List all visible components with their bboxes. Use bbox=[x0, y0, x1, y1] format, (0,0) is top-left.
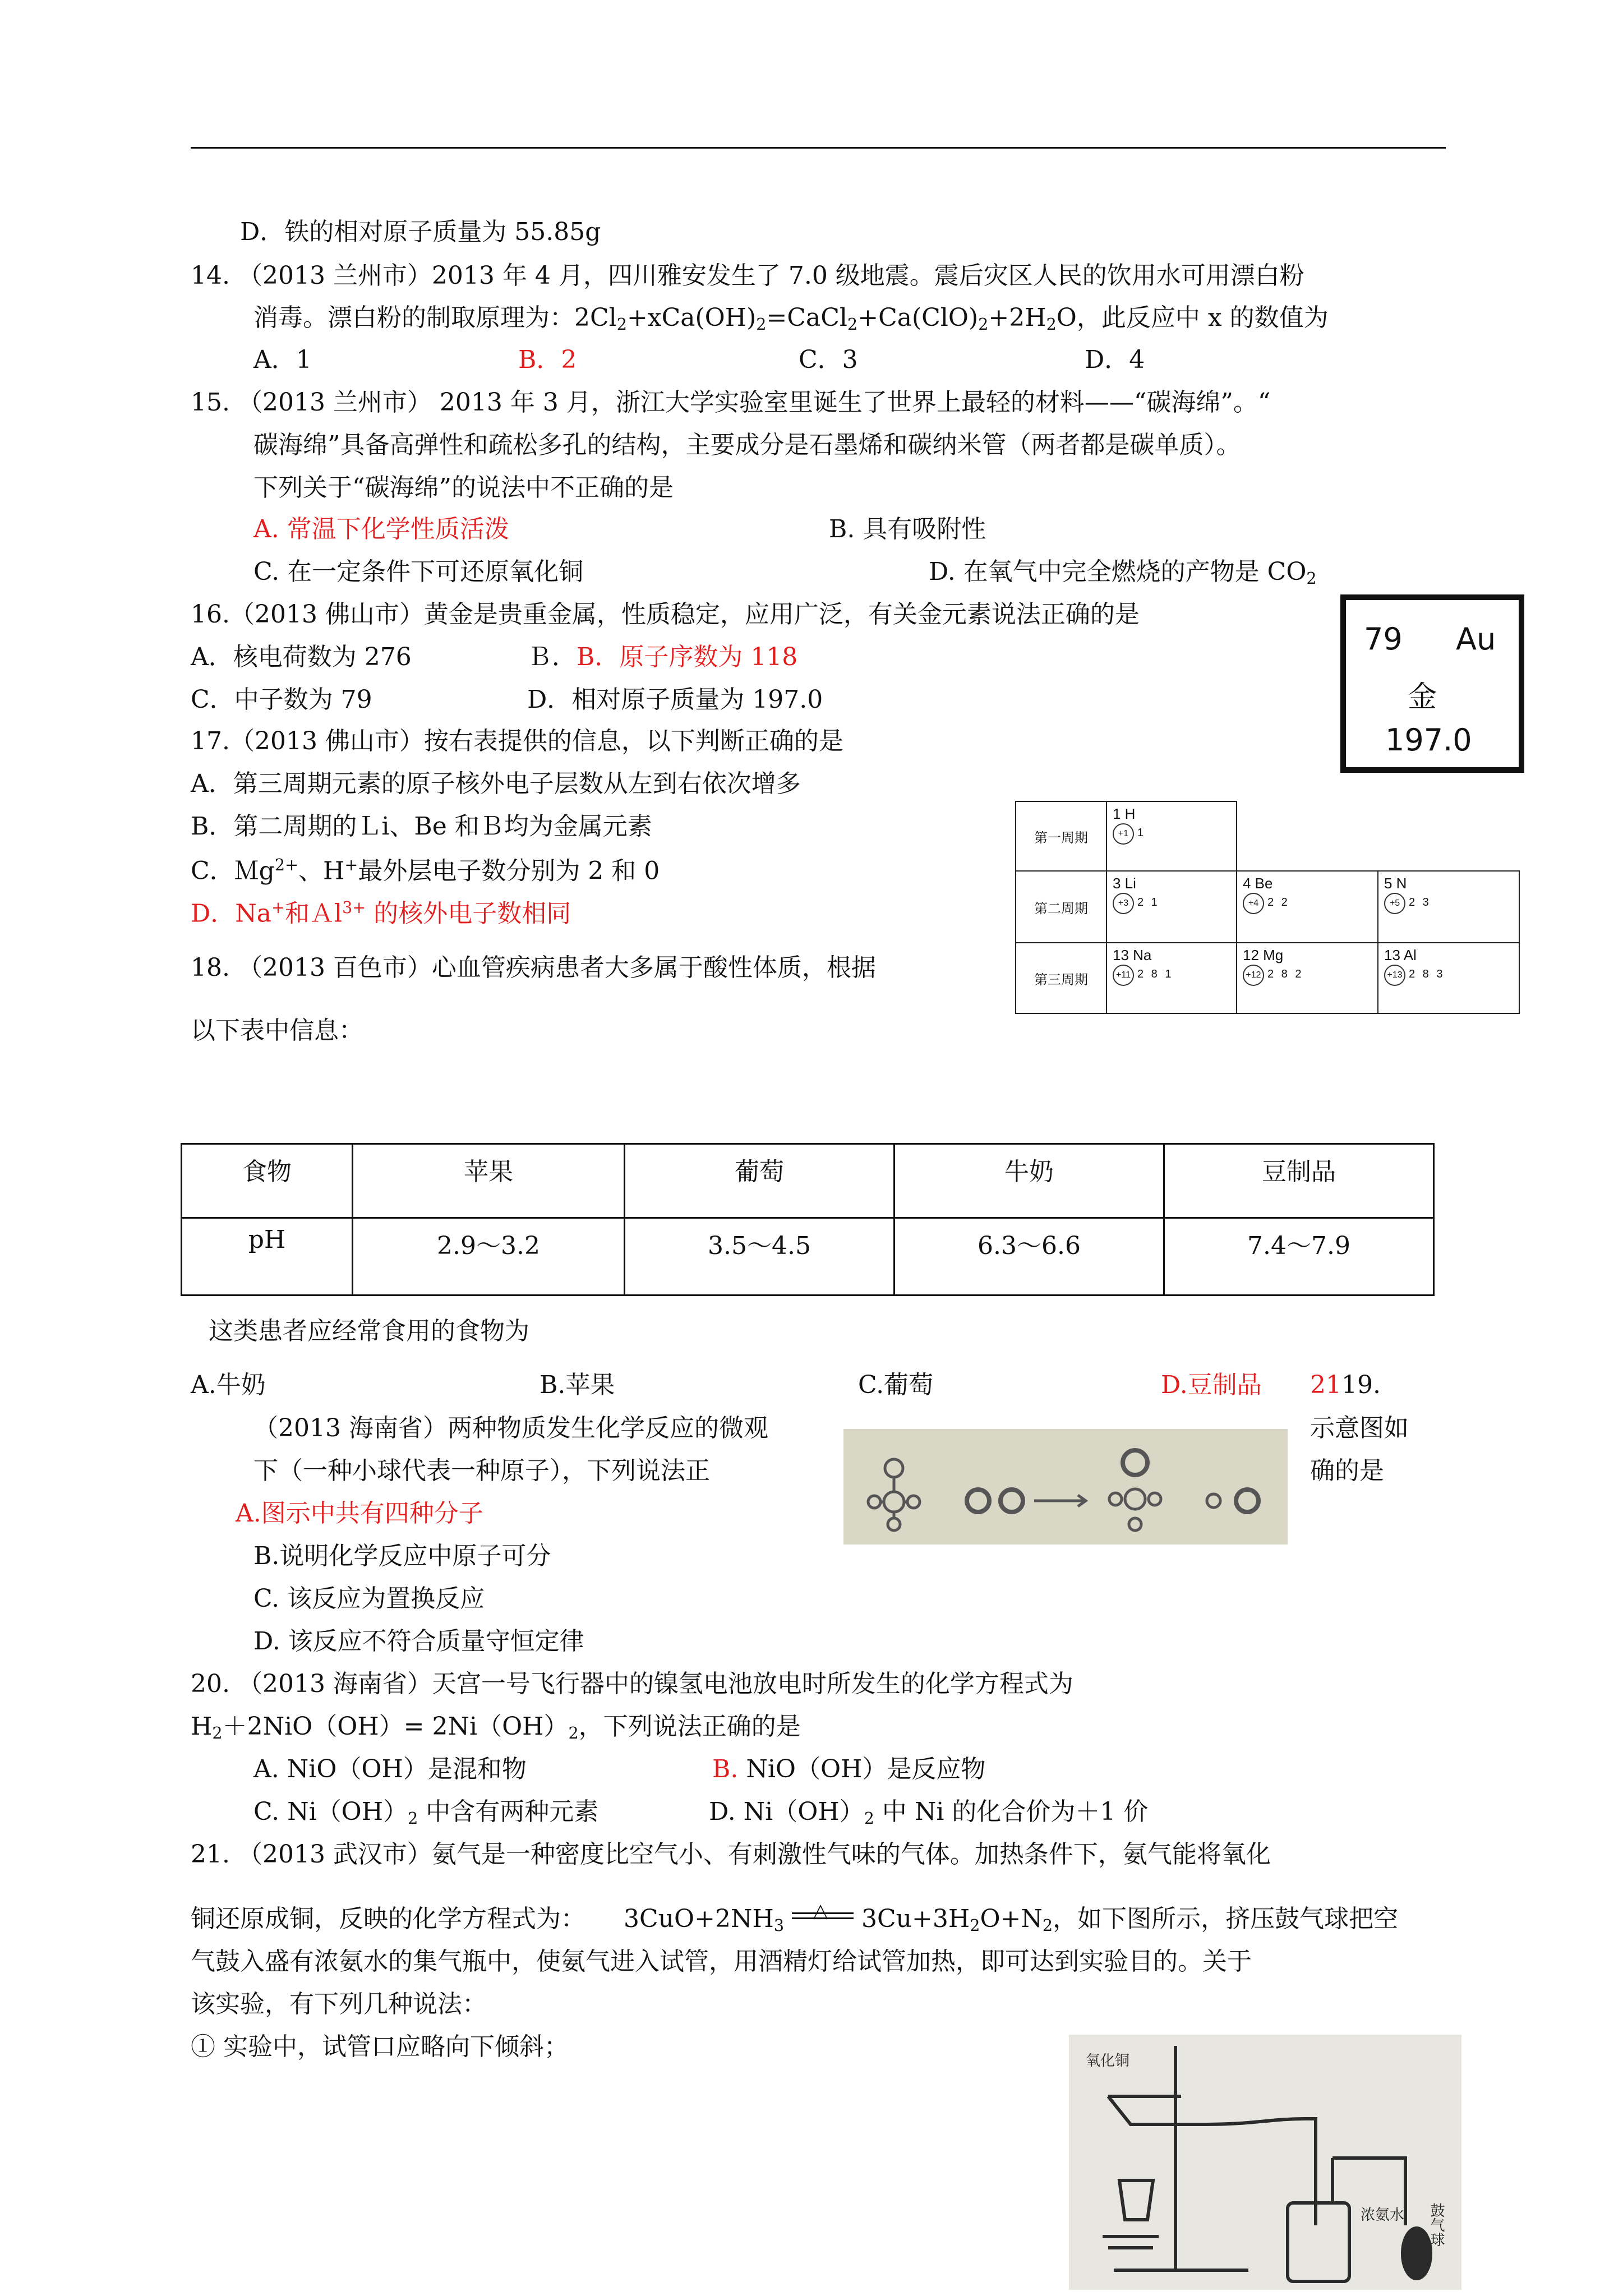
q14-option-c: C．3 bbox=[799, 345, 858, 374]
q19-line-1-right: 示意图如 bbox=[1310, 1414, 1409, 1442]
atom-cell: 13 Na +11 2 8 1 bbox=[1106, 943, 1237, 1013]
table-cell: 2.9～3.2 bbox=[353, 1218, 625, 1295]
q15-option-c: C. 在一定条件下可还原氧化铜 bbox=[253, 557, 584, 586]
q18-option-a: A.牛奶 bbox=[191, 1371, 266, 1399]
q21-line-4: 该实验，有下列几种说法： bbox=[191, 1990, 487, 2018]
q19-option-b: B.说明化学反应中原子可分 bbox=[253, 1542, 551, 1570]
periodic-table-excerpt bbox=[1015, 801, 1520, 1014]
q18-line-3: 这类患者应经常食用的食物为 bbox=[209, 1317, 529, 1345]
q14-option-a: A．1 bbox=[253, 345, 312, 374]
atom-cell: 13 Al +13 2 8 3 bbox=[1378, 943, 1519, 1013]
atom-cell: 12 Mg +12 2 8 2 bbox=[1237, 943, 1378, 1013]
q19-number: 2119. bbox=[1310, 1371, 1381, 1399]
q20-option-a: A. NiO（OH）是混和物 bbox=[253, 1755, 527, 1783]
q16-option-d: D．相对原子质量为 197.0 bbox=[527, 685, 823, 714]
q15-option-b: B. 具有吸附性 bbox=[829, 515, 986, 543]
q18-line-1: 18. （2013 百色市）心血管疾病患者大多属于酸性体质，根据 bbox=[191, 953, 876, 982]
q20-option-c: C. $Ni(OH)_2$ 中含有两种元素 bbox=[253, 1797, 599, 1828]
q17-option-b: B．第二周期的Ｌi、Be 和Ｂ均为金属元素 bbox=[191, 812, 652, 841]
q16-option-b: Ｂ．B．原子序数为 118 bbox=[527, 643, 798, 671]
q14-line-1: 14. （2013 兰州市）2013 年 4 月，四川雅安发生了 7.0 级地震。震后灾区人民的饮用水可用漂白粉 bbox=[191, 261, 1304, 290]
label-bulb: 鼓气球 bbox=[1428, 2203, 1445, 2247]
apparatus-photo bbox=[1069, 2035, 1461, 2290]
atomic-mass: 197.0 bbox=[1385, 722, 1472, 758]
atom-cell: 4 Be +4 2 2 bbox=[1237, 871, 1378, 943]
q18-option-b: B.苹果 bbox=[540, 1371, 615, 1399]
table-cell: 6.3～6.6 bbox=[895, 1218, 1164, 1295]
header-rule bbox=[191, 147, 1446, 149]
q19-line-1: （2013 海南省）两种物质发生化学反应的微观 bbox=[253, 1414, 768, 1442]
reaction-micro-diagram bbox=[843, 1429, 1288, 1545]
q14-option-b: B．2 bbox=[518, 345, 577, 374]
atom-cell: 5 N +5 2 3 bbox=[1378, 871, 1519, 943]
q19-option-d: D. 该反应不符合质量守恒定律 bbox=[253, 1627, 584, 1656]
q14-option-d: D．4 bbox=[1085, 345, 1145, 374]
ph-table bbox=[181, 1143, 1435, 1296]
q16-option-a: A．核电荷数为 276 bbox=[191, 643, 412, 671]
label-copper-oxide: 氧化铜 bbox=[1086, 2053, 1130, 2069]
label-ammonia: 浓氨水 bbox=[1361, 2207, 1405, 2224]
q20-line-2: $H_2+2NiO(OH)= 2Ni(OH)_2$，下列说法正确的是 bbox=[191, 1712, 801, 1743]
q20-line-1: 20. （2013 海南省）天宫一号飞行器中的镍氢电池放电时所发生的化学方程式为 bbox=[191, 1670, 1073, 1698]
q17-option-d: D．Na+和Ａl$^{3+}$ 的核外电子数相同 bbox=[191, 898, 571, 928]
table-header-cell: 豆制品 bbox=[1164, 1144, 1434, 1218]
atomic-number: 79 bbox=[1364, 621, 1403, 657]
q16-option-c: C．中子数为 79 bbox=[191, 685, 372, 714]
q15-line-3: 下列关于“碳海绵”的说法中不正确的是 bbox=[253, 473, 674, 502]
element-symbol: Au bbox=[1456, 621, 1496, 657]
q16-line-1: 16.（2013 佛山市）黄金是贵重金属，性质稳定，应用广泛，有关金元素说法正确的是 bbox=[191, 600, 1140, 629]
table-cell: 7.4～7.9 bbox=[1164, 1218, 1434, 1295]
q21-line-2: 铜还原成铜，反映的化学方程式为： $3CuO+2NH_3$ △ $3Cu+3H_2O+N_2$，如下图所示，挤压鼓气球把空 bbox=[191, 1899, 1399, 1935]
table-header-cell: 牛奶 bbox=[895, 1144, 1164, 1218]
q19-line-2: 下（一种小球代表一种原子），下列说法正 bbox=[253, 1456, 710, 1485]
molecule-diagram-icon bbox=[843, 1429, 1288, 1545]
q20-option-d: D. $Ni(OH)_2$ 中 Ni 的化合价为＋1 价 bbox=[709, 1797, 1149, 1828]
atom-cell: 1 H +1 1 bbox=[1106, 801, 1237, 871]
period-label: 第三周期 bbox=[1016, 943, 1106, 1013]
q21-line-3: 气鼓入盛有浓氨水的集气瓶中，使氨气进入试管，用酒精灯给试管加热，即可达到实验目的。关于 bbox=[191, 1947, 1252, 1976]
q18-line-2: 以下表中信息： bbox=[191, 1016, 363, 1045]
period-label: 第二周期 bbox=[1016, 871, 1106, 943]
q18-option-c: C.葡萄 bbox=[858, 1371, 934, 1399]
lab-apparatus-icon bbox=[1069, 2035, 1461, 2290]
q15-option-a: A. 常温下化学性质活泼 bbox=[253, 515, 509, 543]
q17-option-c: C．Ｍg$^{2+}$、H+最外层电子数分别为 2 和 0 bbox=[191, 855, 660, 886]
q21-item-1: ① 实验中，试管口应略向下倾斜； bbox=[191, 2032, 569, 2061]
atom-cell: 3 Li +3 2 1 bbox=[1106, 871, 1237, 943]
q19-line-2-right: 确的是 bbox=[1310, 1456, 1384, 1485]
q21-line-1: 21. （2013 武汉市）氨气是一种密度比空气小、有刺激性气味的气体。加热条件下，氨气能将氧化 bbox=[191, 1840, 1271, 1869]
period-label: 第一周期 bbox=[1016, 801, 1106, 871]
q20-option-b: B. NiO（OH）是反应物 bbox=[712, 1755, 986, 1783]
q17-line-1: 17.（2013 佛山市）按右表提供的信息，以下判断正确的是 bbox=[191, 727, 843, 755]
heat-symbol: △ bbox=[813, 1899, 828, 1922]
q15-option-d: D. 在氧气中完全燃烧的产物是 $CO_2$ bbox=[929, 557, 1317, 588]
q15-line-1: 15. （2013 兰州市） 2013 年 3 月，浙江大学实验室里诞生了世界上最轻的材料——“碳海绵”。“ bbox=[191, 388, 1271, 417]
element-name: 金 bbox=[1408, 680, 1437, 714]
q19-option-c: C. 该反应为置换反应 bbox=[253, 1584, 485, 1613]
table-header-cell: 苹果 bbox=[353, 1144, 625, 1218]
q17-option-a: A．第三周期元素的原子核外电子层数从左到右依次增多 bbox=[191, 769, 801, 798]
q13-option-d: D．铁的相对原子质量为 55.85g bbox=[240, 218, 601, 246]
table-cell: 3.5～4.5 bbox=[625, 1218, 895, 1295]
table-header-cell: 葡萄 bbox=[625, 1144, 895, 1218]
q19-option-a: A.图示中共有四种分子 bbox=[236, 1499, 483, 1528]
gold-element-card bbox=[1340, 594, 1524, 773]
q14-line-2: 消毒。漂白粉的制取原理为：$2Cl_2+xCa(OH)_2=CaCl_2+Ca(ClO)_2+2H_2O$，此反应中 x 的数值为 bbox=[253, 303, 1329, 334]
q18-option-d: D.豆制品 bbox=[1161, 1371, 1262, 1399]
q15-line-2: 碳海绵”具备高弹性和疏松多孔的结构，主要成分是石墨烯和碳纳米管（两者都是碳单质）。 bbox=[253, 431, 1241, 459]
table-header-cell: 食物 bbox=[182, 1144, 353, 1218]
table-cell: pH bbox=[182, 1218, 353, 1295]
